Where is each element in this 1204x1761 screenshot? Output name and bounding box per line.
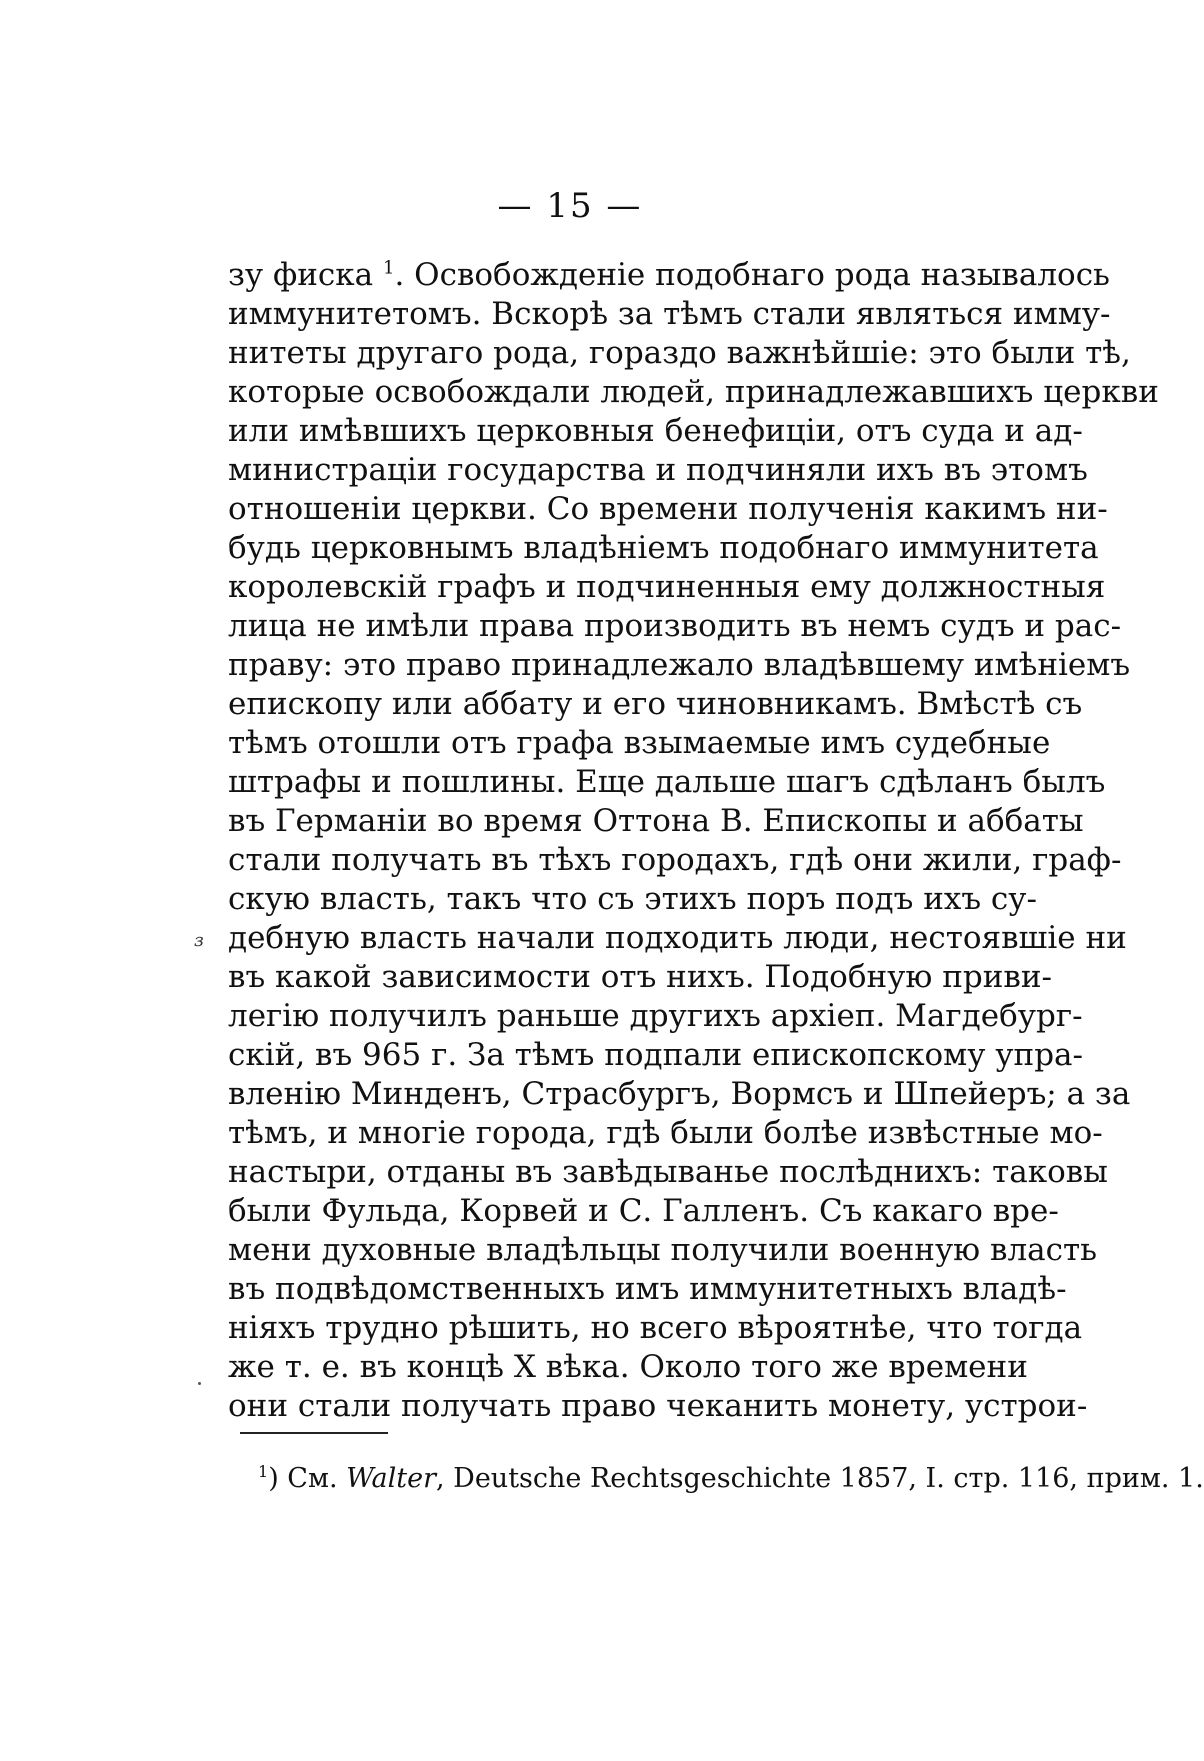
text-line: въ подвѣдомственныхъ имъ иммунитетныхъ владѣ- xyxy=(228,1271,1067,1307)
text-line: же т. е. въ концѣ X вѣка. Около того же времени xyxy=(228,1349,1028,1385)
text-line: иммунитетомъ. Вскорѣ за тѣмъ стали являться имму- xyxy=(228,296,1111,332)
text-line: ніяхъ трудно рѣшить, но всего вѣроятнѣе, что тогда xyxy=(228,1310,1083,1346)
footnote-reference: 1 xyxy=(383,257,395,279)
text-line: королевскій графъ и подчиненныя ему должностныя xyxy=(228,569,1106,605)
text-line: или имѣвшихъ церковныя бенефиціи, отъ суда и ад- xyxy=(228,413,1083,449)
text-line: скій, въ 965 г. За тѣмъ подпали епископскому упра- xyxy=(228,1037,1084,1073)
text-line: отношеніи церкви. Со времени полученія какимъ ни- xyxy=(228,491,1108,527)
text-line: въ какой зависимости отъ нихъ. Подобную приви- xyxy=(228,959,1053,995)
footnote-prefix: ) См. xyxy=(268,1463,347,1494)
text-line: они стали получать право чеканить монету, устрои- xyxy=(228,1388,1088,1424)
text-line: лица не имѣли права производить въ немъ судъ и рас- xyxy=(228,608,1122,644)
text-line: вленію Минденъ, Страсбургъ, Вормсъ и Шпейеръ; а за xyxy=(228,1076,1131,1112)
body-text xyxy=(228,256,1159,1426)
text-line: легію получилъ раньше другихъ архіеп. Магдебург- xyxy=(228,998,1083,1034)
footnote xyxy=(258,1454,1204,1497)
text-line: мени духовные владѣльцы получили военную власть xyxy=(228,1232,1098,1268)
text-line: въ Германіи во время Оттона В. Епископы и аббаты xyxy=(228,803,1084,839)
text-line-1-start: зу фиска xyxy=(228,257,383,293)
footnote-rest: , Deutsche Rechtsgeschichte 1857, I. стр. 116, прим. 1. xyxy=(436,1463,1204,1494)
text-line: тѣмъ, и многіе города, гдѣ были болѣе извѣстные мо- xyxy=(228,1115,1103,1151)
text-line: которые освобождали людей, принадлежавшихъ церкви xyxy=(228,374,1159,410)
text-line: нитеты другаго рода, гораздо важнѣйшіе: это были тѣ, xyxy=(228,335,1131,371)
text-line: были Фульда, Корвей и С. Галленъ. Съ какаго вре- xyxy=(228,1193,1059,1229)
text-line xyxy=(228,256,1110,295)
footnote-marker: 1 xyxy=(258,1462,269,1481)
footnote-rule xyxy=(240,1432,388,1434)
text-line: стали получать въ тѣхъ городахъ, гдѣ они жили, граф- xyxy=(228,842,1122,878)
text-line: дебную власть начали подходить люди, нестоявшіе ни xyxy=(228,920,1127,956)
margin-mark: з xyxy=(194,930,204,951)
text-line: тѣмъ отошли отъ графа взымаемые имъ судебные xyxy=(228,725,1051,761)
text-line: будь церковнымъ владѣніемъ подобнаго иммунитета xyxy=(228,530,1099,566)
text-line: епископу или аббату и его чиновникамъ. Вмѣстѣ съ xyxy=(228,686,1083,722)
print-speck xyxy=(198,1382,201,1385)
text-line-1-end: . Освобожденіе подобнаго рода называлось xyxy=(394,257,1110,293)
text-line: скую власть, такъ что съ этихъ поръ подъ ихъ су- xyxy=(228,881,1037,917)
page-number: — 15 — xyxy=(497,186,643,226)
footnote-author: Walter xyxy=(346,1463,437,1494)
text-line: штрафы и пошлины. Еще дальше шагъ сдѣланъ былъ xyxy=(228,764,1106,800)
text-line: праву: это право принадлежало владѣвшему имѣніемъ xyxy=(228,647,1131,683)
text-line: настыри, отданы въ завѣдыванье послѣднихъ: таковы xyxy=(228,1154,1108,1190)
text-line: министраціи государства и подчиняли ихъ въ этомъ xyxy=(228,452,1088,488)
